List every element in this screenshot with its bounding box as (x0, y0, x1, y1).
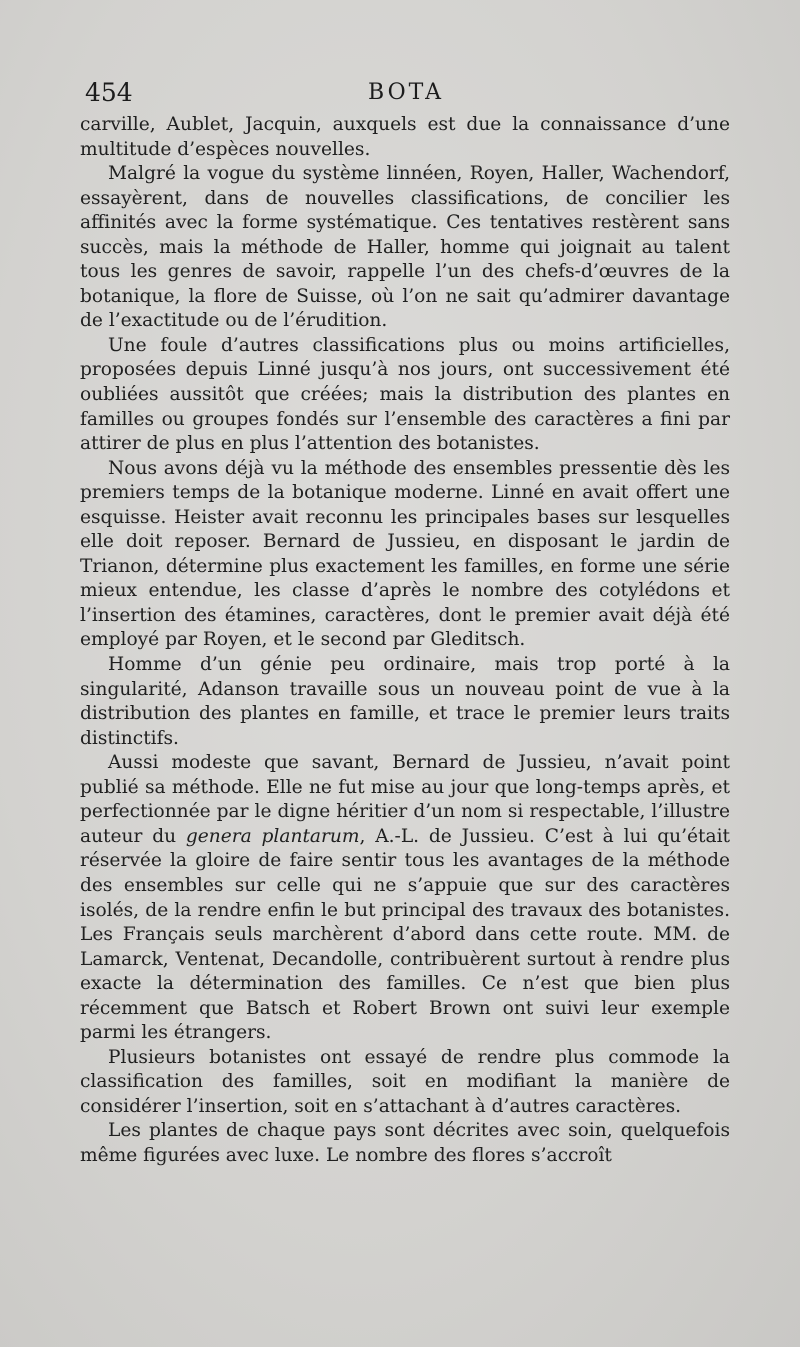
paragraph-4: Nous avons déjà vu la méthode des ensembles pressentie dès les premiers temps de la botanique moderne. Linné en avait offert une esquisse. Heister avait reconnu les principales bases sur lesquelles elle doit reposer. Bernard de Jussieu, en disposant le jardin de Trianon, détermine plus exactement les familles, en forme une série mieux entendue, les classe d’après le nombre des cotylédons et l’insertion des étamines, caractères, dont le premier avait déjà été employé par Royen, et le second par Gleditsch. (80, 457, 730, 651)
paragraph-6 (80, 751, 730, 1046)
book-title-genera-plantarum: genera plantarum (185, 825, 360, 847)
paragraph-6-text-before: Aussi modeste que savant, Bernard de Jussieu, n’avait point publié sa méthode. Elle ne fut mise au jour que long-temps après, et perfectionnée par le digne héritier d’un nom si respectable, l’illustre auteur du (80, 752, 730, 847)
paragraph-2: Malgré la vogue du système linnéen, Royen, Haller, Wachendorf, essayèrent, dans de nouvelles classifications, de concilier les affinités avec la forme systématique. Ces tentatives restèrent sans succès, mais la méthode de Haller, homme qui joignait au talent tous les genres de savoir, rappelle l’un des chefs-d’œuvres de la botanique, la flore de Suisse, où l’on ne sait qu’admirer davantage de l’exactitude ou de l’érudition. (80, 163, 730, 332)
page-number: 454 (85, 78, 133, 107)
paragraph-1: carville, Aublet, Jacquin, auxquels est due la connaissance d’une multitude d’espèces nouvelles. (80, 114, 730, 160)
paragraph-8: Les plantes de chaque pays sont décrites avec soin, quelquefois même figurées avec luxe. Le nombre des flores s’accroît (80, 1120, 730, 1166)
paragraph-7: Plusieurs botanistes ont essayé de rendre plus commode la classification des familles, soit en modifiant la manière de considérer l’insertion, soit en s’attachant à d’autres caractères. (80, 1046, 730, 1117)
page-header (85, 78, 720, 112)
paragraph-3: Une foule d’autres classifications plus ou moins artificielles, proposées depuis Linné jusqu’à nos jours, ont successivement été oubliées aussitôt que créées; mais la distribution des plantes en familles ou groupes fondés sur l’ensemble des caractères a fini par attirer de plus en plus l’attention des botanistes. (80, 334, 730, 455)
running-head: BOTA (368, 80, 444, 105)
body-text (80, 113, 730, 1169)
paragraph-6-text-after: , A.-L. de Jussieu. C’est à lui qu’était réservée la gloire de faire sentir tous les avantages de la méthode des ensembles sur celle qui ne s’appuie que sur des caractères isolés, de la rendre enfin le but principal des travaux des botanistes. Les Français seuls marchèrent d’abord dans cette route. MM. de Lamarck, Ventenat, Decandolle, contribuèrent surtout à rendre plus exacte la détermination des familles. Ce n’est que bien plus récemment que Batsch et Robert Brown ont suivi leur exemple parmi les étrangers. (80, 825, 730, 1044)
paragraph-5: Homme d’un génie peu ordinaire, mais trop porté à la singularité, Adanson travaille sous un nouveau point de vue à la distribution des plantes en famille, et trace le premier leurs traits distinctifs. (80, 654, 730, 749)
